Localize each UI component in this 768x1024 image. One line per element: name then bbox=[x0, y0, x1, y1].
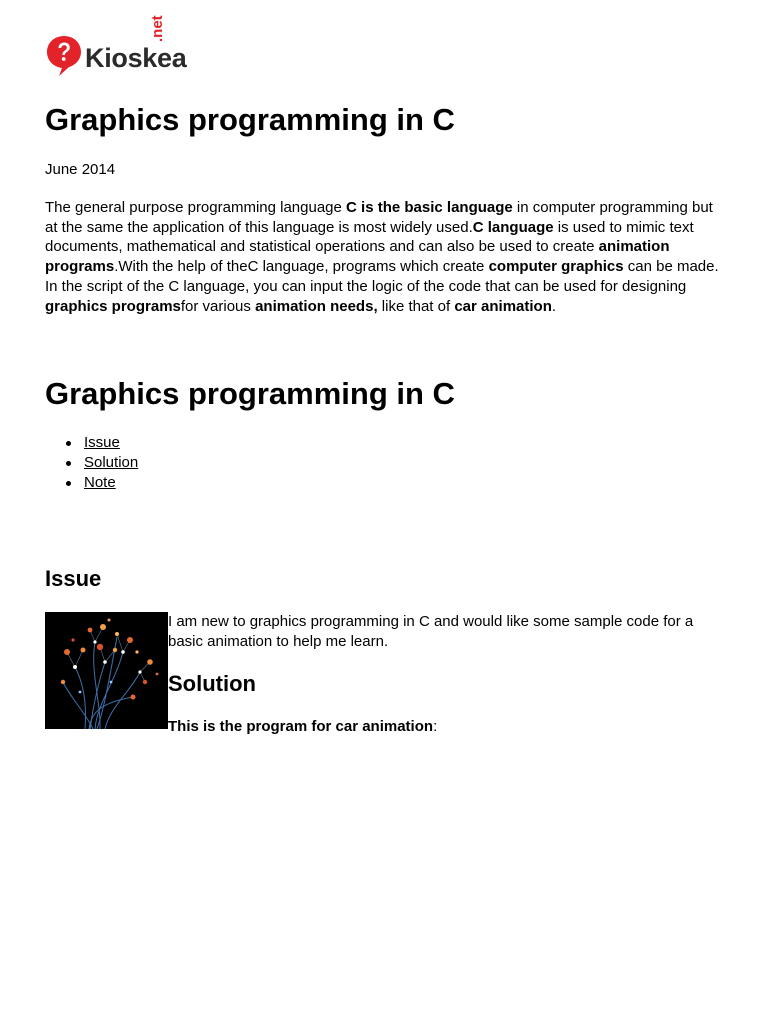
intro-paragraph bbox=[45, 198, 729, 316]
intro-segment: like that of bbox=[377, 297, 455, 315]
issue-heading: Issue bbox=[45, 566, 102, 591]
intro-segment: can be made. In the script of the C language, you can input the logic of the code that can be used for designing bbox=[45, 258, 719, 295]
page-title: Graphics programming in C bbox=[45, 102, 455, 137]
bullet-icon bbox=[66, 461, 71, 466]
issue-text: I am new to graphics programming in C and would like some sample code for a basic animation to help me learn. bbox=[168, 613, 694, 650]
toc-link-solution[interactable]: Solution bbox=[84, 454, 139, 471]
bullet-icon bbox=[66, 481, 71, 486]
intro-segment-bold: car animation bbox=[454, 297, 552, 315]
question-bubble-icon bbox=[45, 34, 83, 78]
section-title: Graphics programming in C bbox=[45, 376, 455, 411]
intro-segment-bold: computer graphics bbox=[488, 258, 624, 276]
publish-date: June 2014 bbox=[45, 161, 116, 178]
intro-segment-bold: animation programs bbox=[45, 238, 670, 276]
article-illustration bbox=[45, 612, 168, 729]
intro-segment: The general purpose programming language bbox=[45, 199, 347, 216]
program-label: This is the program for car animation bbox=[168, 718, 434, 735]
toc-item-issue bbox=[45, 433, 138, 453]
toc-link-issue[interactable]: Issue bbox=[84, 434, 120, 451]
toc-link-note[interactable]: Note bbox=[84, 474, 116, 491]
bullet-icon bbox=[66, 441, 71, 446]
intro-segment: is used to mimic text documents, mathematical and statistical operations and can also be used to create bbox=[45, 218, 694, 256]
program-intro bbox=[168, 717, 437, 736]
program-label-suffix: : bbox=[433, 718, 438, 735]
logo-domain-suffix: .net bbox=[149, 15, 166, 42]
intro-segment: in computer programming but at the same the application of this language is most widely used. bbox=[45, 199, 713, 236]
logo-wordmark: Kioskea bbox=[85, 42, 187, 73]
intro-segment: for various bbox=[180, 297, 256, 315]
toc-item-solution bbox=[45, 453, 138, 473]
intro-segment-bold: graphics programs bbox=[45, 297, 181, 315]
intro-segment: .With the help of theC language, programs which create bbox=[114, 258, 489, 276]
toc-item-note bbox=[45, 473, 138, 493]
intro-segment: . bbox=[551, 297, 557, 315]
solution-heading: Solution bbox=[168, 671, 256, 696]
intro-segment-bold: C language bbox=[472, 218, 554, 236]
intro-segment-bold: animation needs, bbox=[255, 297, 378, 315]
table-of-contents bbox=[45, 433, 138, 493]
intro-segment-bold: C is the basic language bbox=[346, 199, 513, 216]
